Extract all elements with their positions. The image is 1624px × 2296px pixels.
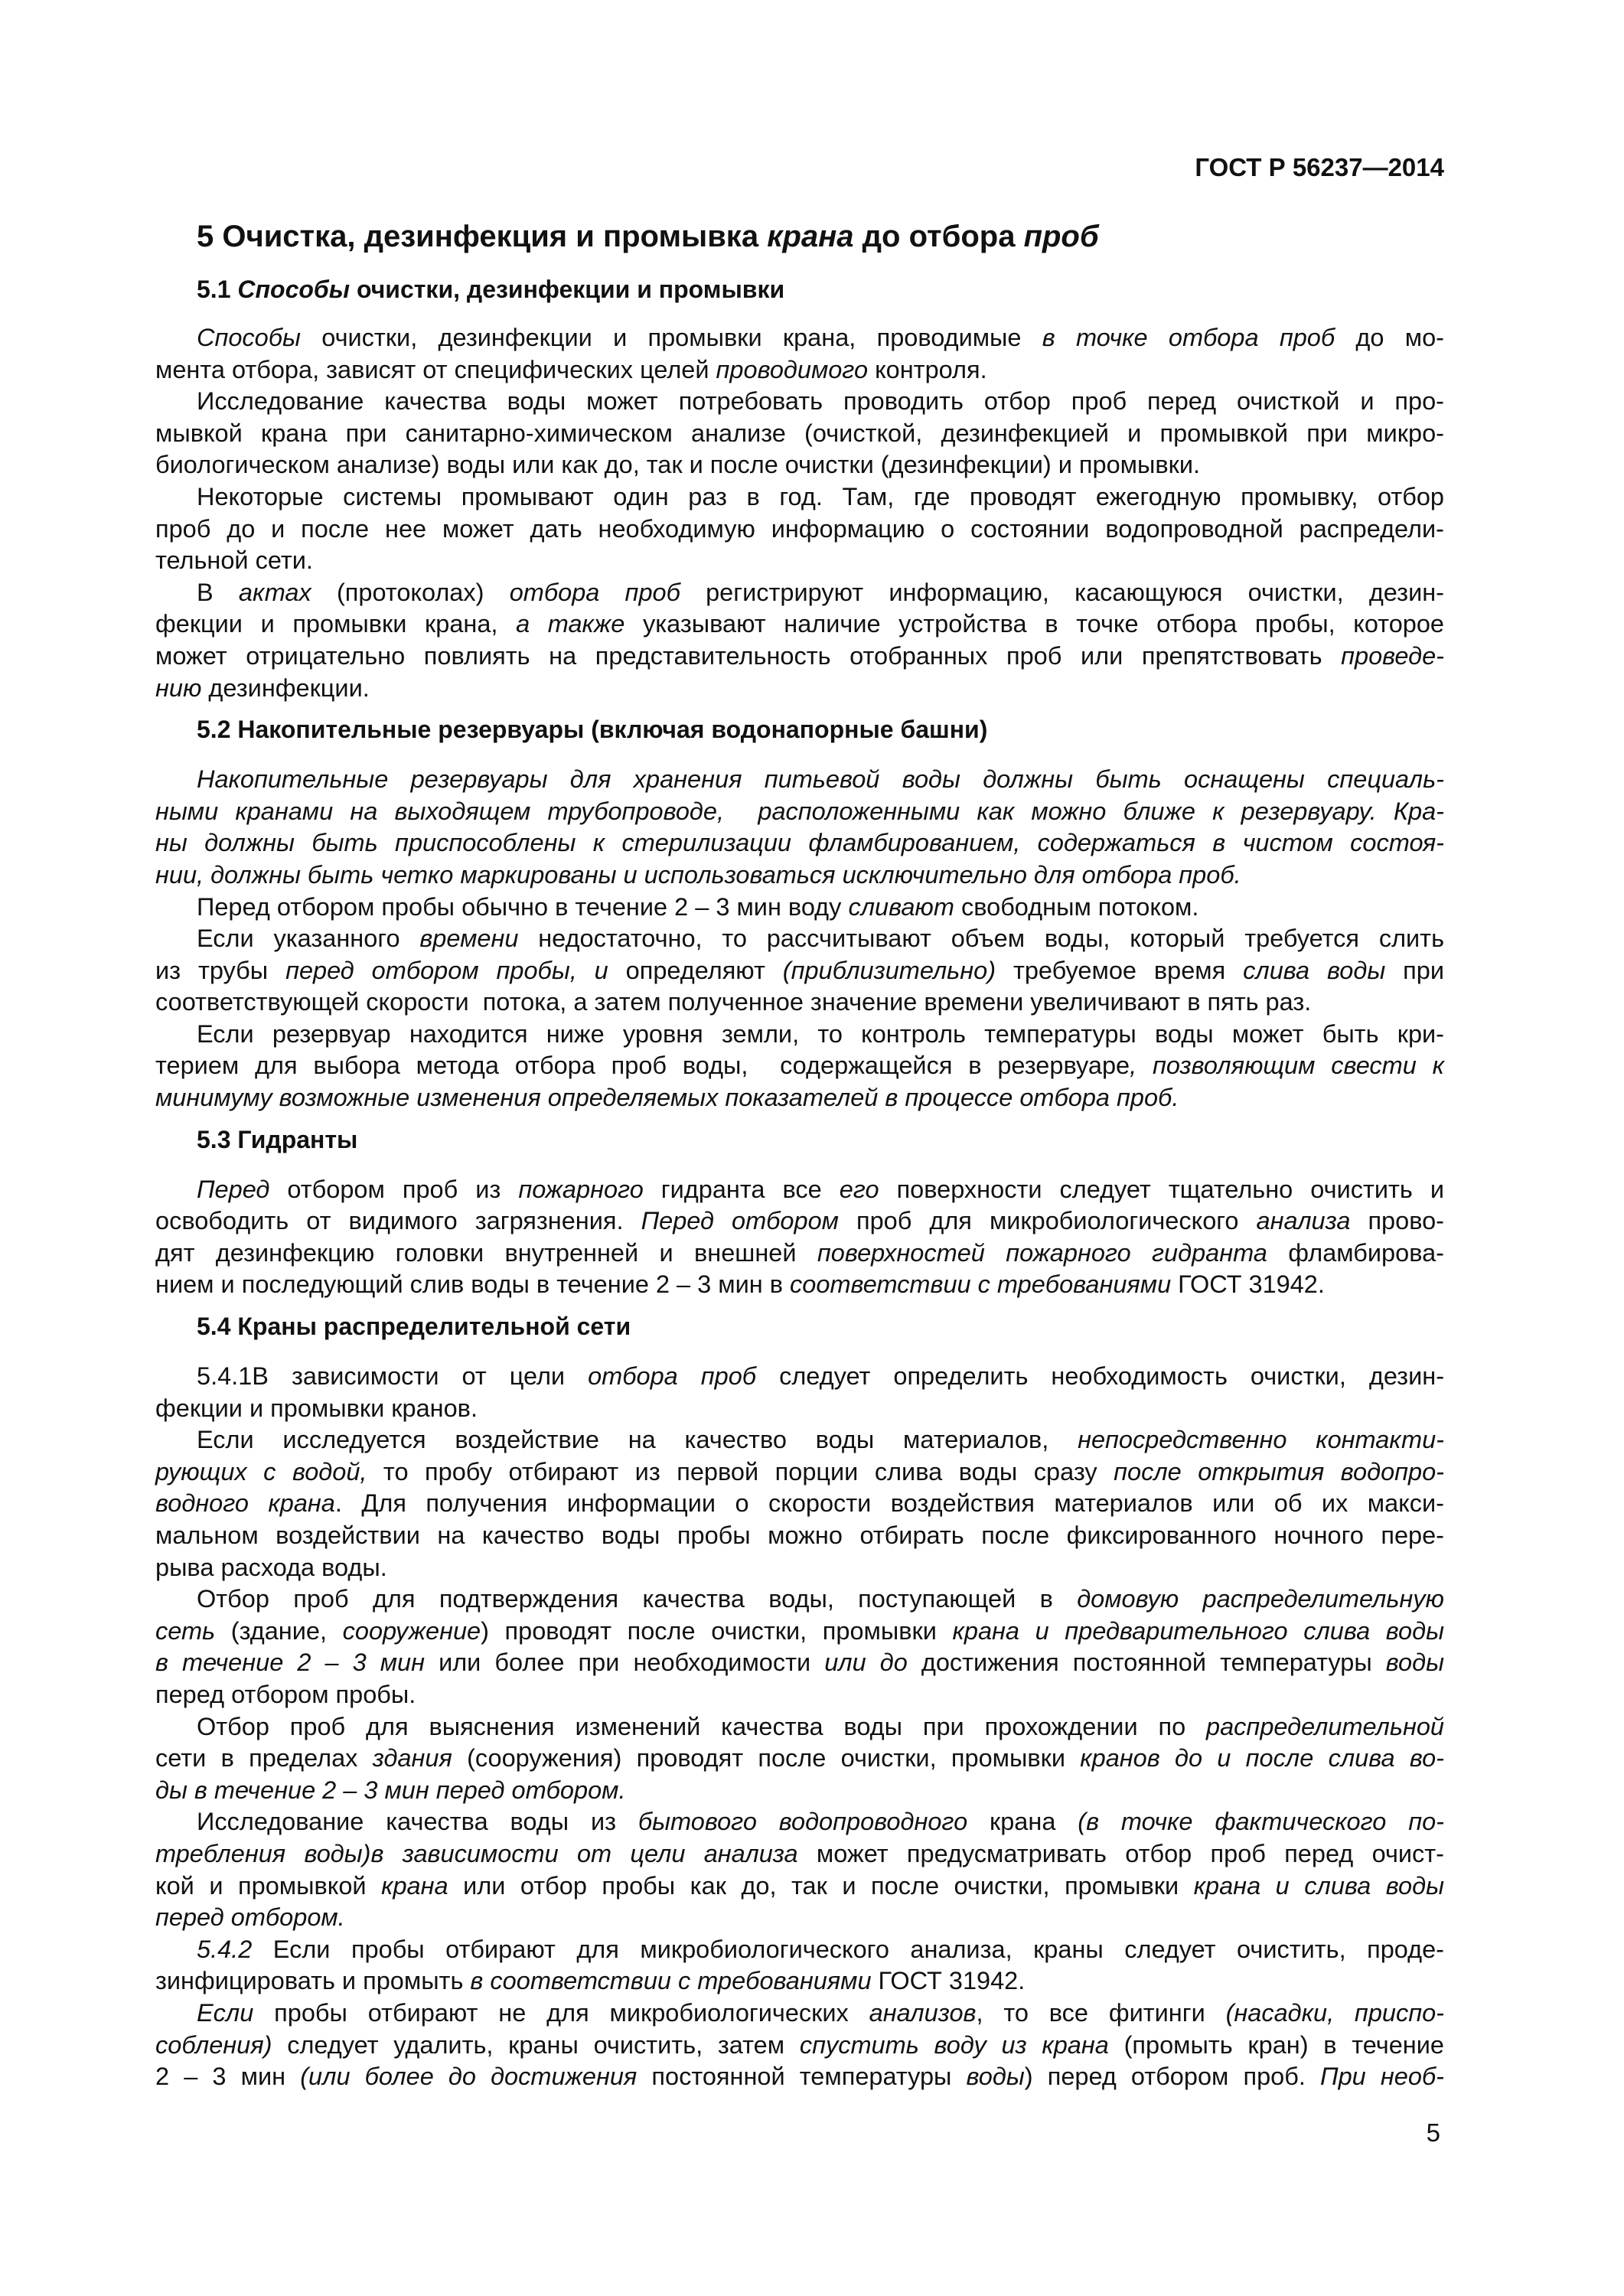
paragraph bbox=[155, 1424, 1444, 1583]
italic-text-run: сеть bbox=[155, 1616, 216, 1645]
text-run: гидранта все bbox=[643, 1175, 840, 1203]
paragraph bbox=[155, 923, 1444, 1019]
text-line bbox=[155, 1552, 1444, 1584]
text-run: до мо- bbox=[1335, 324, 1444, 351]
text-run: проб до и после нее может дать необходимую информацию о состоянии водопроводной распредели- bbox=[155, 514, 1444, 543]
paragraph bbox=[155, 1806, 1444, 1933]
italic-text-run: непосредственно контакти- bbox=[1078, 1426, 1444, 1454]
section-title bbox=[155, 217, 1444, 256]
text-line bbox=[155, 1174, 1444, 1206]
text-run: или отбор пробы как до, так и после очистки, промывки bbox=[448, 1871, 1194, 1900]
paragraph bbox=[155, 322, 1444, 386]
text-run: проб для микробиологического bbox=[838, 1207, 1257, 1235]
italic-text-run: или до bbox=[824, 1649, 908, 1677]
text-line bbox=[155, 827, 1444, 859]
italic-text-run: Способы bbox=[237, 276, 351, 303]
text-line bbox=[155, 1934, 1444, 1966]
text-line bbox=[155, 1424, 1444, 1456]
text-line bbox=[155, 354, 1444, 386]
italic-text-run: минимуму возможные изменения определяемых показателей в процессе отбора проб. bbox=[155, 1084, 1179, 1112]
text-run: постоянной температуры bbox=[637, 2063, 967, 2091]
subsection-heading bbox=[155, 1124, 1444, 1156]
text-line bbox=[155, 322, 1444, 354]
text-run: указывают наличие устройства в точке отбора пробы, которое bbox=[624, 610, 1444, 638]
italic-text-run: перед отбором пробы, и bbox=[285, 956, 608, 984]
text-line bbox=[155, 1050, 1444, 1082]
text-run: ) проводят после очистки, промывки bbox=[481, 1616, 953, 1645]
text-line bbox=[155, 641, 1444, 673]
section bbox=[155, 1124, 1444, 1301]
italic-text-run: требления воды)в зависимости от цели анализа bbox=[155, 1839, 798, 1867]
text-run: из трубы bbox=[155, 956, 286, 984]
italic-text-run: (или более до достижения bbox=[300, 2063, 638, 2091]
text-run: Перед отбором пробы обычно в течение 2 – 3 мин воду bbox=[197, 892, 849, 921]
italic-text-run: Перед отбором bbox=[641, 1207, 839, 1235]
text-run: Исследование качества воды может потребовать проводить отбор проб перед очисткой и про- bbox=[197, 387, 1444, 416]
italic-text-run: собления) bbox=[155, 2030, 272, 2059]
text-line bbox=[155, 1238, 1444, 1270]
text-line bbox=[155, 859, 1444, 892]
italic-text-run: сооружение bbox=[342, 1616, 481, 1645]
paragraph bbox=[155, 386, 1444, 481]
italic-text-run: после открытия водопро- bbox=[1114, 1457, 1444, 1486]
text-line bbox=[155, 1019, 1444, 1051]
text-line bbox=[155, 987, 1444, 1019]
italic-text-run: отбора проб bbox=[509, 578, 680, 606]
italic-text-run: 5.4.2 bbox=[197, 1935, 253, 1963]
text-run: терием для выбора метода отбора проб воды, содержащейся в резервуаре bbox=[155, 1052, 1130, 1080]
text-line bbox=[155, 1361, 1444, 1393]
text-run: 5.4 Краны распределительной сети bbox=[197, 1313, 631, 1341]
section bbox=[155, 273, 1444, 704]
italic-text-run: крана и предварительного слива воды bbox=[952, 1616, 1445, 1645]
italic-text-run: ны должны быть приспособлены к стерилизации фламбированием, содержаться в чистом состоя- bbox=[155, 829, 1444, 857]
italic-text-run: отбора проб bbox=[588, 1362, 757, 1391]
text-line bbox=[155, 1269, 1444, 1301]
text-run: отбором проб из bbox=[269, 1175, 519, 1203]
text-line bbox=[155, 1205, 1444, 1238]
text-run: 5.3 Гидранты bbox=[197, 1125, 358, 1153]
text-run: (протоколах) bbox=[311, 578, 510, 606]
text-run: Если исследуется воздействие на качество воды материалов, bbox=[197, 1426, 1078, 1454]
italic-text-run: ными кранами на выходящем трубопроводе, расположенными как можно ближе к резервуару. Кра- bbox=[155, 797, 1444, 825]
italic-text-run: водного крана bbox=[155, 1489, 335, 1518]
italic-text-run: соответствии с требованиями bbox=[790, 1270, 1172, 1299]
italic-text-run: анализа bbox=[1256, 1207, 1351, 1235]
text-run: сети в пределах bbox=[155, 1744, 373, 1773]
text-run: биологическом анализе) воды или как до, так и после очистки (дезинфекции) и промывки. bbox=[155, 451, 1201, 479]
text-line bbox=[155, 1520, 1444, 1552]
italic-text-run: в соответствии с требованиями bbox=[470, 1967, 872, 1995]
italic-text-run: распределительной bbox=[1206, 1712, 1444, 1740]
text-run: (промыть кран) в течение bbox=[1108, 2030, 1444, 2059]
text-run: следует удалить, краны очистить, затем bbox=[272, 2030, 800, 2059]
italic-text-run: воды bbox=[966, 2063, 1025, 2091]
text-line bbox=[155, 1998, 1444, 2030]
italic-text-run: слива воды bbox=[1243, 956, 1386, 984]
document-body bbox=[155, 217, 1444, 2093]
paragraph bbox=[155, 1998, 1444, 2093]
italic-text-run: ды в течение 2 – 3 мин перед отбором. bbox=[155, 1776, 626, 1804]
text-line bbox=[155, 1902, 1444, 1934]
text-run: перед отбором пробы. bbox=[155, 1680, 416, 1708]
italic-text-run: его bbox=[839, 1175, 879, 1203]
italic-text-run: Способы bbox=[197, 324, 301, 351]
text-line bbox=[155, 1711, 1444, 1743]
text-line bbox=[155, 1616, 1444, 1648]
text-run: свободным потоком. bbox=[954, 892, 1199, 921]
text-run: нием и последующий слив воды в течение 2 – 3 мин в bbox=[155, 1270, 791, 1299]
italic-text-run: нию bbox=[155, 673, 202, 702]
text-line bbox=[155, 2061, 1444, 2093]
text-line bbox=[155, 1488, 1444, 1520]
document-header-standard-number: ГОСТ Р 56237—2014 bbox=[1195, 153, 1444, 181]
italic-text-run: , позволяющим свести к bbox=[1130, 1052, 1444, 1080]
text-run: может предусматривать отбор проб перед очист- bbox=[797, 1839, 1444, 1867]
section bbox=[155, 713, 1444, 1114]
italic-text-run: спустить воду из крана bbox=[799, 2030, 1109, 2059]
italic-text-run: проводимого bbox=[716, 355, 869, 383]
text-line bbox=[155, 1870, 1444, 1903]
text-line bbox=[155, 386, 1444, 418]
text-run: соответствующей скорости потока, а затем полученное значение времени увеличивают в пять раз. bbox=[155, 988, 1312, 1016]
text-line bbox=[155, 1806, 1444, 1838]
italic-text-run: (приблизительно) bbox=[782, 956, 996, 984]
text-run: или более при необходимости bbox=[425, 1649, 825, 1677]
italic-text-run: здания bbox=[372, 1744, 452, 1773]
text-line bbox=[155, 418, 1444, 450]
italic-text-run: а также bbox=[516, 610, 625, 638]
italic-text-run: в течение 2 – 3 мин bbox=[155, 1649, 425, 1677]
paragraph bbox=[155, 892, 1444, 924]
text-line bbox=[155, 764, 1444, 796]
italic-text-run: крана bbox=[767, 220, 854, 253]
text-line bbox=[155, 449, 1444, 481]
text-run: ГОСТ 31942. bbox=[871, 1967, 1026, 1995]
text-run: , то все фитинги bbox=[976, 1998, 1226, 2027]
paragraph bbox=[155, 577, 1444, 704]
italic-text-run: бытового водопроводного bbox=[638, 1808, 968, 1836]
text-run: Исследование качества воды из bbox=[197, 1808, 638, 1836]
text-run: поверхности следует тщательно очистить и bbox=[879, 1175, 1444, 1203]
text-run: требуемое время bbox=[996, 956, 1244, 984]
text-run: может отрицательно повлиять на представительность отобранных проб или препятствовать bbox=[155, 641, 1342, 670]
text-run: недостаточно, то рассчитывают объем воды, который требуется слить bbox=[518, 925, 1445, 953]
paragraph bbox=[155, 1711, 1444, 1807]
text-run: фекции и промывки кранов. bbox=[155, 1394, 478, 1422]
text-run: контроля. bbox=[868, 355, 987, 383]
text-run: достижения постоянной температуры bbox=[907, 1649, 1386, 1677]
text-run: 5.2 Накопительные резервуары (включая водонапорные башни) bbox=[197, 716, 988, 744]
text-line bbox=[155, 545, 1444, 577]
italic-text-run: крана bbox=[381, 1871, 448, 1900]
text-line bbox=[155, 1082, 1444, 1114]
italic-text-run: рующих с водой, bbox=[155, 1457, 367, 1486]
text-line bbox=[155, 1679, 1444, 1711]
text-run: 5.4.1В зависимости от цели bbox=[197, 1362, 589, 1391]
paragraph bbox=[155, 1934, 1444, 1998]
italic-text-run: нии, должны быть четко маркированы и использоваться исключительно для отбора проб. bbox=[155, 860, 1241, 889]
text-line bbox=[155, 892, 1444, 924]
text-run: очистки, дезинфекции и промывки bbox=[350, 276, 785, 303]
italic-text-run: При необ- bbox=[1320, 2063, 1445, 2091]
text-run: ) перед отбором проб. bbox=[1024, 2063, 1321, 2091]
text-run: Если указанного bbox=[197, 925, 420, 953]
subsection-heading bbox=[155, 1310, 1444, 1342]
text-run: пробы отбирают не для микробиологических bbox=[253, 1998, 869, 2027]
text-line bbox=[155, 1743, 1444, 1775]
text-run: очистки, дезинфекции и промывки крана, проводимые bbox=[300, 324, 1042, 351]
italic-text-run: времени bbox=[419, 925, 519, 953]
text-run: Отбор проб для подтверждения качества воды, поступающей в bbox=[197, 1585, 1078, 1613]
text-run: мента отбора, зависят от специфических целей bbox=[155, 355, 716, 383]
italic-text-run: кранов до и после слива во- bbox=[1080, 1744, 1444, 1773]
italic-text-run: сливают bbox=[848, 892, 954, 921]
text-line bbox=[155, 2030, 1444, 2062]
italic-text-run: поверхностей пожарного гидранта bbox=[817, 1238, 1267, 1267]
text-run: Если пробы отбирают для микробиологического анализа, краны следует очистить, проде- bbox=[252, 1935, 1444, 1963]
section bbox=[155, 1310, 1444, 2093]
text-run: освободить от видимого загрязнения. bbox=[155, 1207, 641, 1235]
text-run: Если резервуар находится ниже уровня земли, то контроль температуры воды может быть кри- bbox=[197, 1019, 1444, 1048]
italic-text-run: анализов bbox=[869, 1998, 977, 2027]
subsection-heading bbox=[155, 713, 1444, 745]
text-run: определяют bbox=[608, 956, 783, 984]
italic-text-run: Перед bbox=[197, 1175, 270, 1203]
text-run: до отбора bbox=[853, 220, 1024, 253]
text-line bbox=[155, 514, 1444, 546]
text-run: рыва расхода воды. bbox=[155, 1553, 387, 1581]
italic-text-run: актах bbox=[238, 578, 311, 606]
text-run: то пробу отбирают из первой порции слива воды сразу bbox=[367, 1457, 1114, 1486]
text-run: 2 – 3 мин bbox=[155, 2063, 301, 2091]
text-line bbox=[155, 608, 1444, 641]
text-run: дят дезинфекцию головки внутренней и внешней bbox=[155, 1238, 817, 1267]
italic-text-run: в точке отбора проб bbox=[1042, 324, 1335, 351]
text-run: Отбор проб для выяснения изменений качества воды при прохождении по bbox=[197, 1712, 1207, 1740]
subsection-heading bbox=[155, 273, 1444, 305]
text-run: мальном воздействии на качество воды пробы можно отбирать после фиксированного ночного пере- bbox=[155, 1521, 1444, 1549]
text-line bbox=[155, 1965, 1444, 1998]
text-line bbox=[155, 1647, 1444, 1679]
page-number: 5 bbox=[1426, 2118, 1440, 2147]
italic-text-run: (в точке фактического по- bbox=[1078, 1808, 1444, 1836]
italic-text-run: Если bbox=[197, 1998, 254, 2027]
text-run: В bbox=[197, 578, 239, 606]
text-run: . Для получения информации о скорости воздействия материалов или об их макси- bbox=[334, 1489, 1444, 1518]
text-run: фекции и промывки крана, bbox=[155, 610, 517, 638]
text-run: ГОСТ 31942. bbox=[1171, 1270, 1325, 1299]
paragraph bbox=[155, 1583, 1444, 1711]
paragraph bbox=[155, 1361, 1444, 1424]
text-line bbox=[155, 1456, 1444, 1489]
italic-text-run: Накопительные резервуары для хранения питьевой воды должны быть оснащены специаль- bbox=[197, 765, 1444, 794]
text-run: дезинфекции. bbox=[201, 673, 370, 702]
sections-container bbox=[155, 273, 1444, 2093]
italic-text-run: воды bbox=[1385, 1649, 1444, 1677]
text-run: при bbox=[1385, 956, 1444, 984]
text-line bbox=[155, 1775, 1444, 1807]
text-run: 5.1 bbox=[197, 276, 238, 303]
text-line bbox=[155, 1838, 1444, 1870]
italic-text-run: проведе- bbox=[1341, 641, 1444, 670]
italic-text-run: перед отбором. bbox=[155, 1903, 345, 1932]
paragraph bbox=[155, 764, 1444, 891]
text-line bbox=[155, 923, 1444, 955]
text-line bbox=[155, 577, 1444, 609]
text-run: 5 Очистка, дезинфекция и промывка bbox=[197, 220, 768, 253]
text-line bbox=[155, 481, 1444, 514]
paragraph bbox=[155, 481, 1444, 577]
text-line bbox=[155, 955, 1444, 987]
text-run: (здание, bbox=[215, 1616, 343, 1645]
italic-text-run: (насадки, приспо- bbox=[1225, 1998, 1445, 2027]
italic-text-run: крана и слива воды bbox=[1193, 1871, 1444, 1900]
italic-text-run: домовую распределительную bbox=[1077, 1585, 1444, 1613]
text-run: Некоторые системы промывают один раз в год. Там, где проводят ежегодную промывку, отбор bbox=[197, 482, 1444, 510]
text-run: регистрируют информацию, касающуюся очистки, дезин- bbox=[680, 578, 1444, 606]
italic-text-run: пожарного bbox=[518, 1175, 644, 1203]
text-run: мывкой крана при санитарно-химическом анализе (очисткой, дезинфекцией и промывкой при микро- bbox=[155, 419, 1444, 447]
text-run: фламбирова- bbox=[1267, 1238, 1444, 1267]
text-line bbox=[155, 673, 1444, 705]
text-line bbox=[155, 796, 1444, 828]
text-run: (сооружения) проводят после очистки, промывки bbox=[452, 1744, 1081, 1773]
paragraph bbox=[155, 1019, 1444, 1114]
text-run: прово- bbox=[1350, 1207, 1445, 1235]
paragraph bbox=[155, 1174, 1444, 1301]
text-line bbox=[155, 1583, 1444, 1616]
text-run: зинфицировать и промыть bbox=[155, 1967, 471, 1995]
text-run: кой и промывкой bbox=[155, 1871, 382, 1900]
text-run: тельной сети. bbox=[155, 546, 313, 575]
text-run: крана bbox=[967, 1808, 1078, 1836]
text-line bbox=[155, 1393, 1444, 1425]
italic-text-run: проб bbox=[1023, 220, 1099, 253]
text-run: следует определить необходимость очистки, дезин- bbox=[756, 1362, 1445, 1391]
